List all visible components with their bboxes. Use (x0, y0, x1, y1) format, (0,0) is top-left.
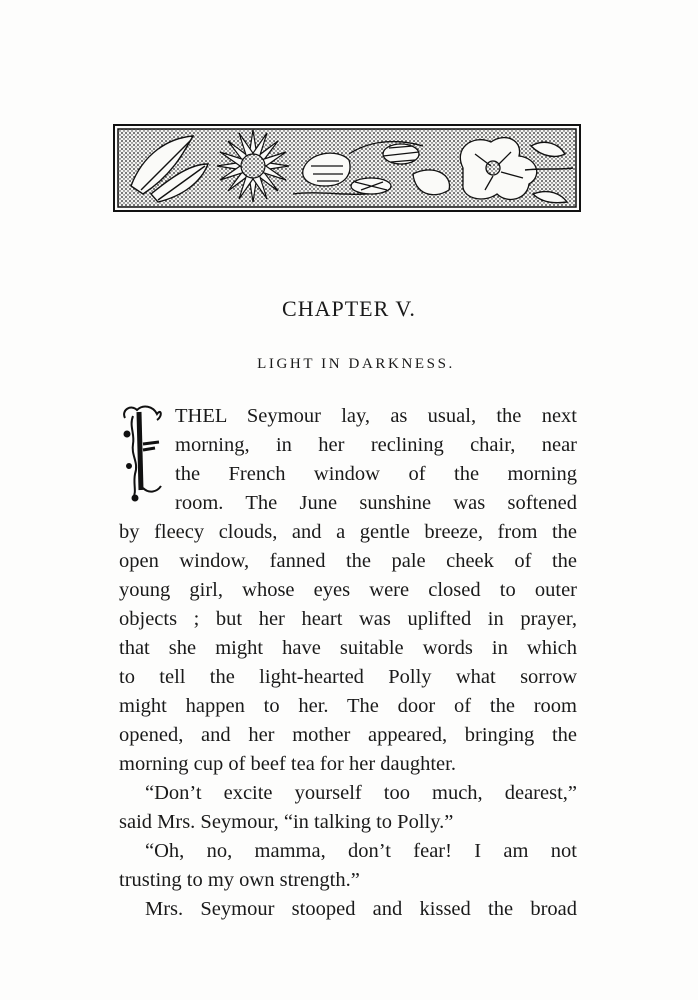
chapter-subtitle: LIGHT IN DARKNESS. (257, 356, 455, 372)
text-line-13: morning cup of beef tea for her daughter. (119, 753, 456, 775)
chapter-title: CHAPTER V. (282, 296, 416, 321)
text-line-4: room. The June sunshine was softened (175, 492, 577, 514)
text-line-11: might happen to her. The door of the room (119, 695, 577, 717)
text-line-10: to tell the light-hearted Polly what sorrow (119, 666, 577, 688)
text-line-1: THEL Seymour lay, as usual, the next (175, 405, 577, 427)
text-line-12: opened, and her mother appeared, bringing the (119, 724, 577, 746)
text-line-18: Mrs. Seymour stooped and kissed the broad (145, 898, 577, 920)
text-line-15: said Mrs. Seymour, “in talking to Polly.” (119, 811, 454, 833)
text-line-5: by fleecy clouds, and a gentle breeze, from the (119, 521, 577, 543)
text-line-2: morning, in her reclining chair, near (175, 434, 577, 456)
text-line-17: trusting to my own strength.” (119, 869, 360, 891)
text-line-6: open window, fanned the pale cheek of the (119, 550, 577, 572)
text-line-16: “Oh, no, mamma, don’t fear! I am not (145, 840, 577, 862)
text-line-7: young girl, whose eyes were closed to outer (119, 579, 577, 601)
text-line-14: “Don’t excite yourself too much, dearest,” (145, 782, 577, 804)
text-line-9: that she might have suitable words in which (119, 637, 577, 659)
text-line-8: objects ; but her heart was uplifted in prayer, (119, 608, 577, 630)
floral-headpiece-ornament (113, 124, 581, 212)
chapter-body-text (119, 402, 577, 924)
text-line-3: the French window of the morning (175, 463, 577, 485)
